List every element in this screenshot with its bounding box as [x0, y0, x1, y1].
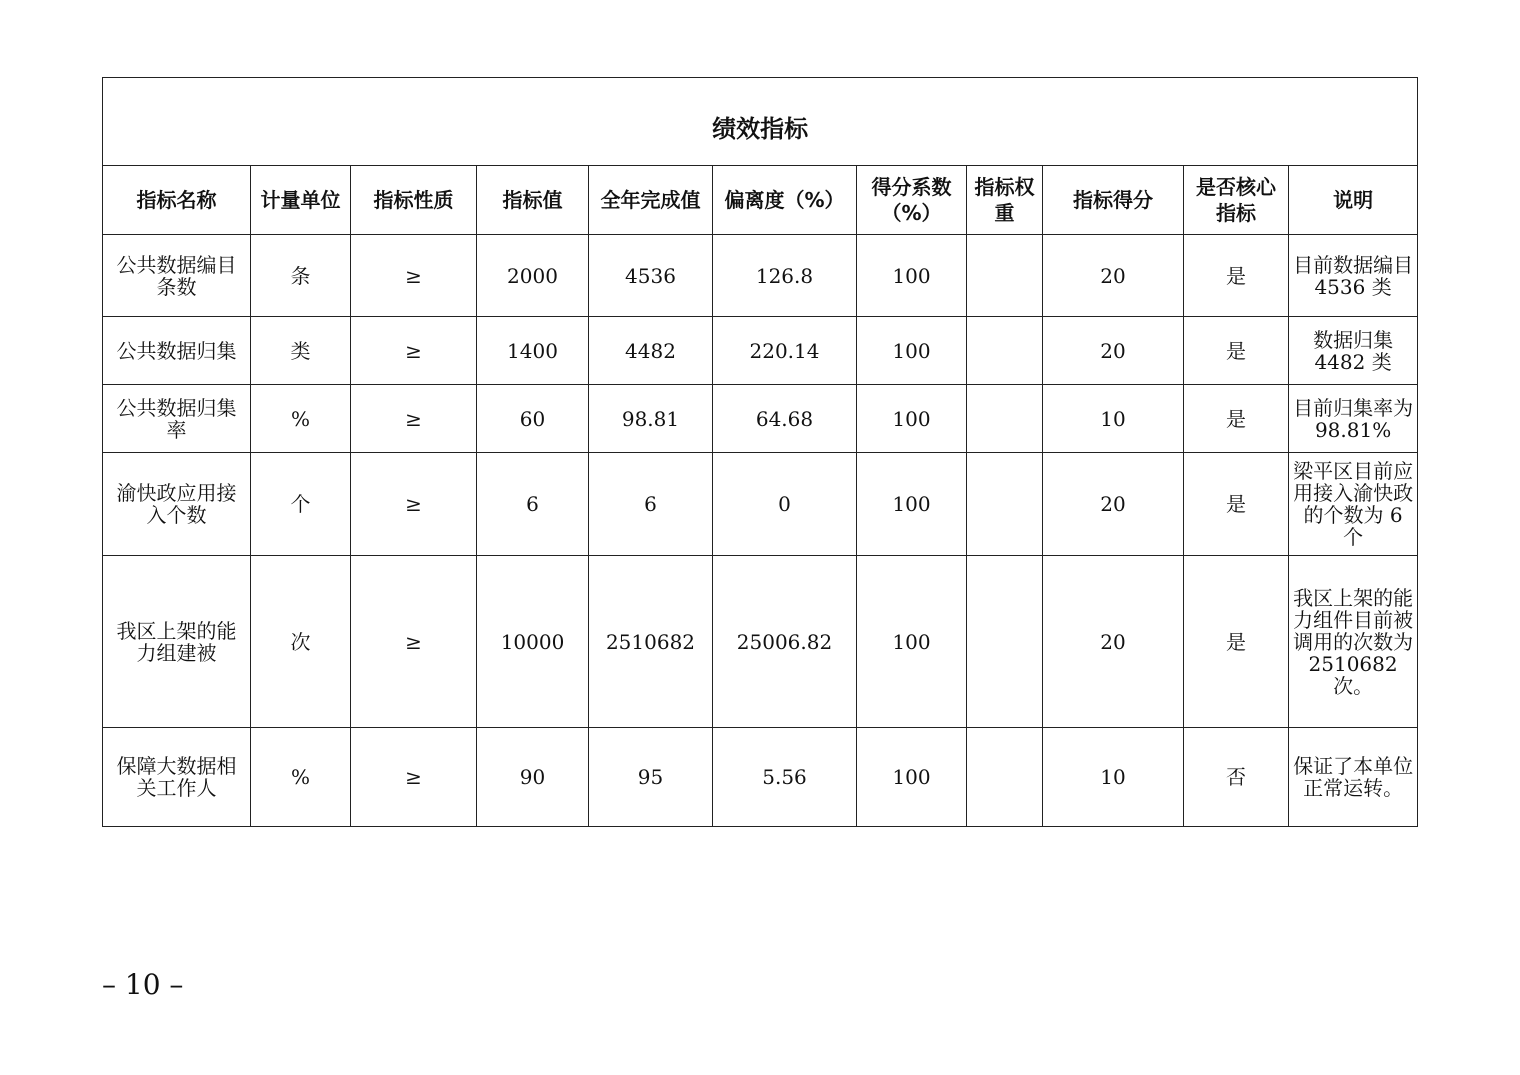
title-row — [103, 78, 1418, 166]
cell-note: 数据归集 4482 类 — [1289, 317, 1418, 385]
cell-indicator-name: 公共数据编目条数 — [103, 235, 251, 317]
cell-note: 保证了本单位 正常运转。 — [1289, 728, 1418, 827]
performance-indicator-table — [102, 77, 1418, 827]
cell-target-value: 6 — [477, 453, 589, 556]
cell-note: 梁平区目前应用接入渝快政的个数为 6 个 — [1289, 453, 1418, 556]
header-deviation: 偏离度（%） — [713, 166, 857, 235]
cell-weight — [967, 317, 1043, 385]
cell-score-coefficient: 100 — [857, 453, 967, 556]
cell-score: 10 — [1043, 728, 1184, 827]
table-row — [103, 235, 1418, 317]
cell-target-value: 10000 — [477, 556, 589, 728]
header-core-indicator: 是否核心指标 — [1184, 166, 1289, 235]
cell-score-coefficient: 100 — [857, 556, 967, 728]
header-unit: 计量单位 — [251, 166, 351, 235]
cell-core-indicator: 是 — [1184, 317, 1289, 385]
cell-target-value: 90 — [477, 728, 589, 827]
cell-score: 20 — [1043, 235, 1184, 317]
cell-target-value: 1400 — [477, 317, 589, 385]
cell-indicator-name: 渝快政应用接入个数 — [103, 453, 251, 556]
cell-unit: 次 — [251, 556, 351, 728]
header-nature: 指标性质 — [351, 166, 477, 235]
cell-score-coefficient: 100 — [857, 317, 967, 385]
cell-deviation: 25006.82 — [713, 556, 857, 728]
header-annual-actual: 全年完成值 — [589, 166, 713, 235]
cell-indicator-name: 公共数据归集 — [103, 317, 251, 385]
cell-indicator-name: 保障大数据相关工作人 — [103, 728, 251, 827]
header-target-value: 指标值 — [477, 166, 589, 235]
cell-score: 20 — [1043, 453, 1184, 556]
cell-deviation: 0 — [713, 453, 857, 556]
cell-note: 目前归集率为 98.81% — [1289, 385, 1418, 453]
cell-score: 10 — [1043, 385, 1184, 453]
cell-indicator-name: 我区上架的能力组建被 — [103, 556, 251, 728]
cell-weight — [967, 385, 1043, 453]
cell-nature: ≥ — [351, 556, 477, 728]
cell-nature: ≥ — [351, 235, 477, 317]
cell-score: 20 — [1043, 556, 1184, 728]
cell-core-indicator: 是 — [1184, 453, 1289, 556]
cell-deviation: 220.14 — [713, 317, 857, 385]
cell-note: 我区上架的能力组件目前被调用的次数为 2510682 次。 — [1289, 556, 1418, 728]
cell-annual-actual: 2510682 — [589, 556, 713, 728]
cell-note: 目前数据编目 4536 类 — [1289, 235, 1418, 317]
cell-annual-actual: 98.81 — [589, 385, 713, 453]
cell-deviation: 126.8 — [713, 235, 857, 317]
cell-deviation: 5.56 — [713, 728, 857, 827]
cell-core-indicator: 是 — [1184, 556, 1289, 728]
cell-indicator-name: 公共数据归集率 — [103, 385, 251, 453]
cell-nature: ≥ — [351, 728, 477, 827]
cell-core-indicator: 是 — [1184, 385, 1289, 453]
cell-score-coefficient: 100 — [857, 385, 967, 453]
cell-nature: ≥ — [351, 317, 477, 385]
cell-weight — [967, 728, 1043, 827]
cell-annual-actual: 95 — [589, 728, 713, 827]
cell-unit: 类 — [251, 317, 351, 385]
table-title: 绩效指标 — [103, 78, 1418, 166]
table-row — [103, 728, 1418, 827]
cell-core-indicator: 否 — [1184, 728, 1289, 827]
cell-unit: % — [251, 728, 351, 827]
header-row — [103, 166, 1418, 235]
cell-annual-actual: 4482 — [589, 317, 713, 385]
table-row — [103, 385, 1418, 453]
cell-nature: ≥ — [351, 453, 477, 556]
header-indicator-name: 指标名称 — [103, 166, 251, 235]
cell-weight — [967, 235, 1043, 317]
cell-unit: 条 — [251, 235, 351, 317]
cell-weight — [967, 453, 1043, 556]
table-row — [103, 453, 1418, 556]
cell-unit: % — [251, 385, 351, 453]
cell-target-value: 60 — [477, 385, 589, 453]
cell-score-coefficient: 100 — [857, 728, 967, 827]
cell-target-value: 2000 — [477, 235, 589, 317]
header-weight: 指标权重 — [967, 166, 1043, 235]
cell-score-coefficient: 100 — [857, 235, 967, 317]
table-row — [103, 556, 1418, 728]
cell-annual-actual: 4536 — [589, 235, 713, 317]
cell-score: 20 — [1043, 317, 1184, 385]
cell-unit: 个 — [251, 453, 351, 556]
page-number: – 10 – — [102, 968, 184, 1001]
header-note: 说明 — [1289, 166, 1418, 235]
cell-weight — [967, 556, 1043, 728]
header-score-coefficient: 得分系数（%） — [857, 166, 967, 235]
cell-annual-actual: 6 — [589, 453, 713, 556]
table-row — [103, 317, 1418, 385]
cell-nature: ≥ — [351, 385, 477, 453]
header-score: 指标得分 — [1043, 166, 1184, 235]
cell-core-indicator: 是 — [1184, 235, 1289, 317]
cell-deviation: 64.68 — [713, 385, 857, 453]
